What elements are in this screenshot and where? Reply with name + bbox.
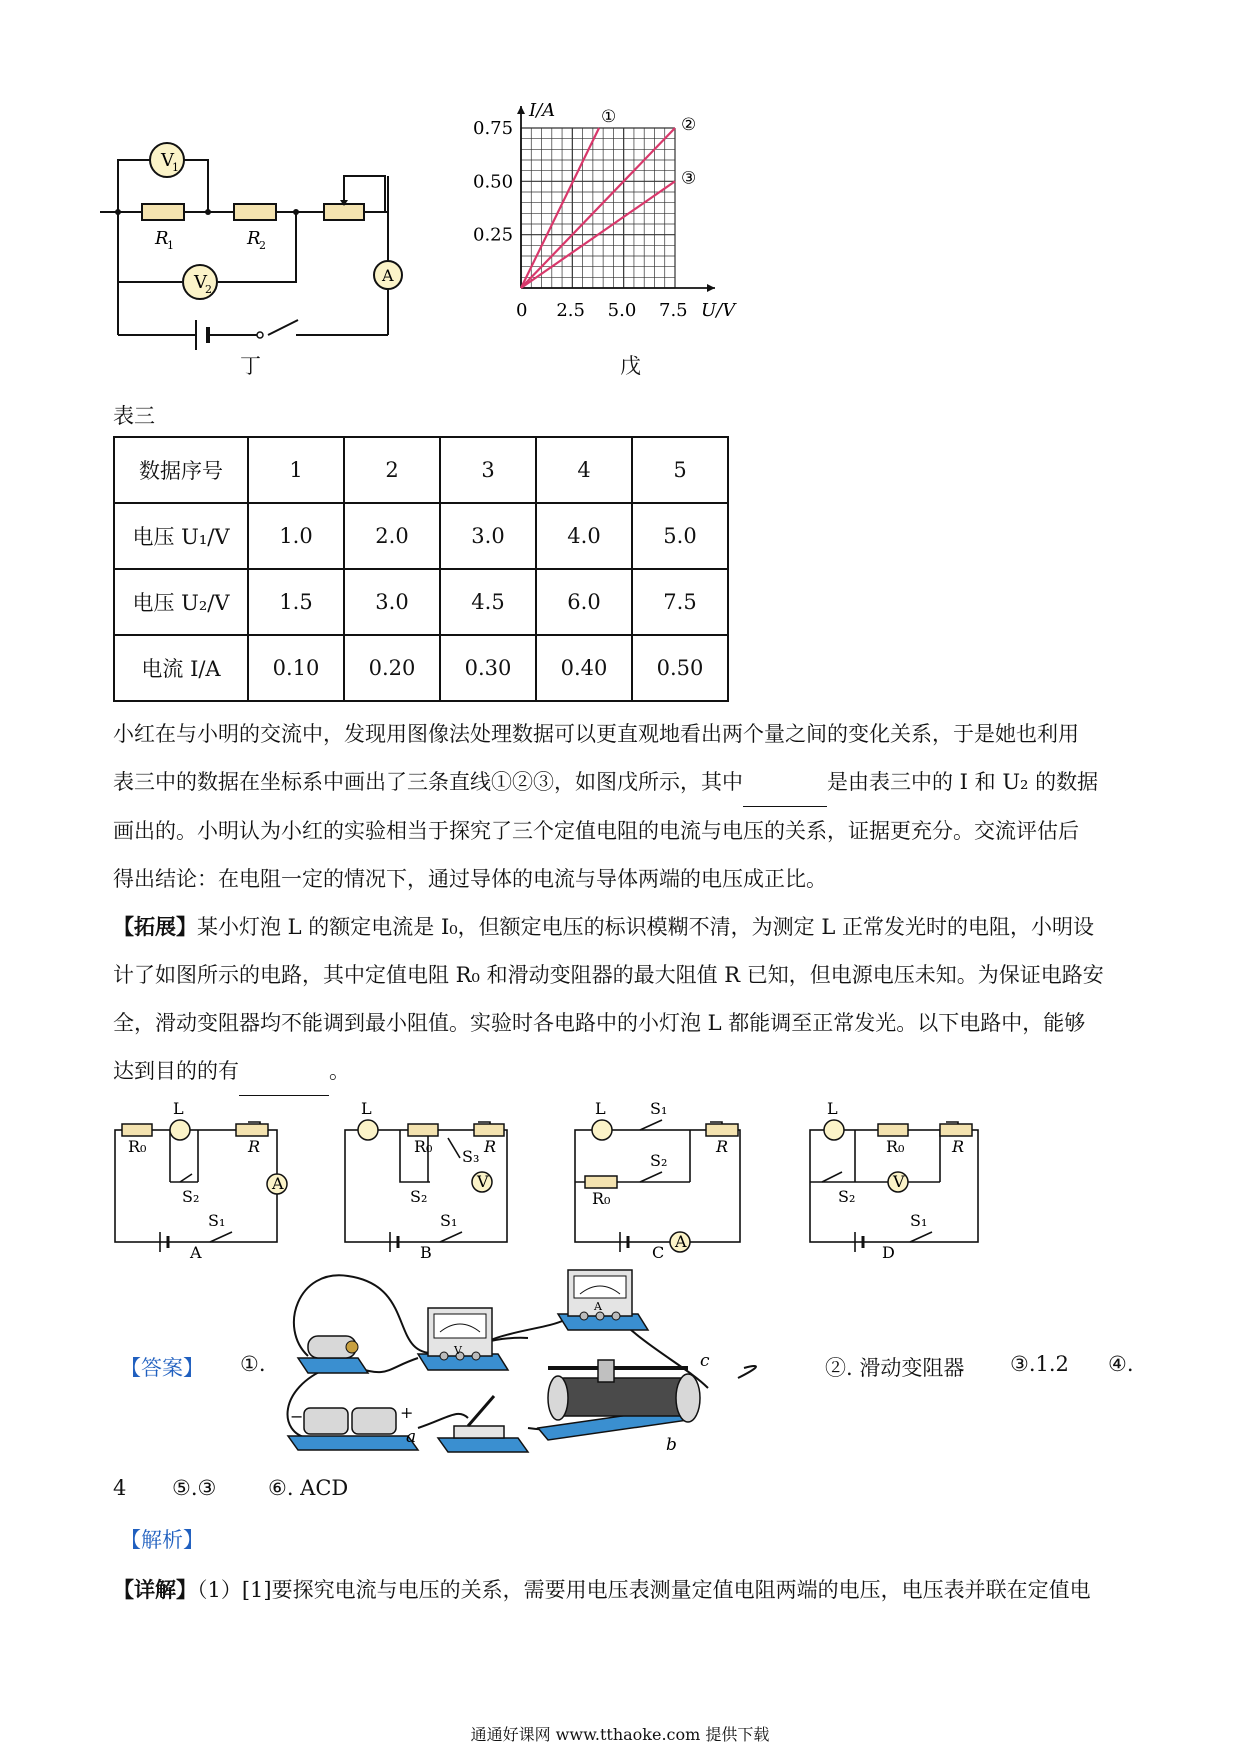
svg-text:S₂: S₂ (650, 1151, 668, 1170)
detail-tag: 【详解】 (113, 1577, 197, 1602)
svg-text:V: V (477, 1172, 489, 1191)
svg-text:V: V (454, 1344, 462, 1357)
answer-tag: 【答案】 (120, 1356, 204, 1380)
detail-line (113, 1574, 1133, 1604)
table-row-label: 电压 U₂/V (114, 569, 248, 635)
svg-text:R₀: R₀ (414, 1137, 433, 1156)
svg-text:S₁: S₁ (208, 1211, 226, 1230)
answer-item-6: ⑥. ACD (268, 1476, 349, 1500)
answer-item-2: ②. 滑动变阻器 (825, 1356, 965, 1380)
table-row (114, 635, 728, 701)
lamp-icon (170, 1120, 190, 1140)
svg-text:A: A (382, 266, 394, 285)
svg-text:A: A (675, 1232, 687, 1251)
table-cell: 4.5 (440, 569, 536, 635)
question-text (113, 710, 1133, 1096)
table-cell: 4.0 (536, 503, 632, 569)
svg-text:A: A (190, 1243, 202, 1262)
y-tick-label: 0.75 (473, 118, 514, 139)
page-footer: 通通好课网 www.tthaoke.com 提供下载 (470, 1725, 770, 1744)
svg-text:B: B (420, 1243, 432, 1262)
svg-text:S₁: S₁ (440, 1211, 458, 1230)
figure-wu-caption: 戊 (620, 354, 641, 378)
svg-text:R₀: R₀ (886, 1137, 905, 1156)
series-line-1 (521, 128, 599, 288)
svg-text:+: + (400, 1403, 414, 1422)
table-cell: 3.0 (440, 503, 536, 569)
table-cell: 0.40 (536, 635, 632, 701)
svg-text:A: A (272, 1174, 284, 1193)
table-cell: 0.50 (632, 635, 728, 701)
x-tick-label: 0 (516, 300, 528, 321)
text-segment: 达到目的的有 (113, 1059, 239, 1083)
x-tick-label: 5.0 (607, 300, 637, 321)
answer-item-5: ⑤.③ (172, 1476, 217, 1500)
text-segment: 。 (329, 1059, 350, 1083)
svg-text:1: 1 (167, 239, 174, 252)
table3-title: 表三 (113, 404, 155, 428)
table-row-label: 电压 U₁/V (114, 503, 248, 569)
text-segment: 某小灯泡 L 的额定电流是 I₀，但额定电压的标识模糊不清，为测定 L 正常发光时的电阻，小明设 (197, 915, 1094, 939)
svg-text:R: R (248, 1137, 261, 1156)
graph-wu (465, 100, 765, 360)
svg-text:−: − (290, 1407, 304, 1426)
resistor-r2 (234, 204, 276, 220)
text-line: 小红在与小明的交流中，发现用图像法处理数据可以更直观地看出两个量之间的变化关系，于是她也利用 (113, 722, 1079, 746)
table-cell: 5.0 (632, 503, 728, 569)
svg-text:L: L (361, 1099, 372, 1118)
answer-item-3: ③.1.2 (1010, 1352, 1069, 1376)
series-line-2 (521, 128, 675, 288)
svg-text:R: R (952, 1137, 965, 1156)
table-cell: 3.0 (344, 569, 440, 635)
svg-text:S₂: S₂ (838, 1187, 856, 1206)
data-table (113, 436, 729, 702)
y-tick-label: 0.50 (473, 171, 514, 193)
series-label: ① (601, 107, 617, 127)
table-cell: 1 (248, 437, 344, 503)
table-cell: 4 (536, 437, 632, 503)
table-cell: 6.0 (536, 569, 632, 635)
svg-text:R₀: R₀ (128, 1137, 147, 1156)
circuit-ding (100, 130, 410, 375)
answer-item-4-value: 4 (113, 1476, 127, 1500)
svg-text:V: V (893, 1172, 905, 1191)
lamp-icon (592, 1120, 612, 1140)
apparatus-picture (268, 1258, 768, 1458)
answer-item-1: ①. (240, 1352, 266, 1376)
text-line (113, 758, 1133, 807)
table-cell: 0.10 (248, 635, 344, 701)
extension-tag: 【拓展】 (113, 914, 197, 939)
text-line (113, 1047, 1133, 1096)
table-cell: 1.5 (248, 569, 344, 635)
svg-text:a: a (406, 1427, 417, 1447)
table-cell: 5 (632, 437, 728, 503)
table-cell: 2 (344, 437, 440, 503)
answer-blank[interactable] (743, 758, 827, 807)
text-segment: 是由表三中的 I 和 U₂ 的数据 (827, 770, 1099, 794)
answer-item-4: ④. (1108, 1352, 1134, 1376)
series-label: ③ (681, 168, 697, 189)
table-cell: 2.0 (344, 503, 440, 569)
circuit-options (110, 1100, 990, 1260)
table-row (114, 569, 728, 635)
answer-blank[interactable] (239, 1047, 329, 1096)
y-axis-arrow (517, 106, 525, 114)
svg-text:b: b (666, 1435, 677, 1455)
circuit-options-diagram (110, 1100, 990, 1260)
svg-text:V: V (161, 150, 174, 171)
series-label: ② (681, 115, 697, 135)
y-tick-label: 0.25 (473, 224, 514, 246)
y-axis-label: I/A (529, 100, 556, 121)
table-cell: 3 (440, 437, 536, 503)
x-tick-label: 2.5 (556, 300, 585, 321)
svg-text:c: c (700, 1351, 710, 1371)
x-axis-label: U/V (701, 300, 736, 321)
table-cell: 0.20 (344, 635, 440, 701)
analysis-tag: 【解析】 (120, 1528, 204, 1552)
svg-text:2: 2 (205, 283, 212, 296)
svg-text:S₃: S₃ (462, 1147, 480, 1166)
svg-text:D: D (882, 1243, 895, 1262)
svg-text:L: L (595, 1099, 606, 1118)
lamp-icon (358, 1120, 378, 1140)
table-cell: 数据序号 (114, 437, 248, 503)
svg-text:V: V (194, 272, 207, 293)
svg-text:L: L (173, 1099, 184, 1118)
x-tick-label: 7.5 (659, 300, 688, 321)
svg-text:S₂: S₂ (410, 1187, 428, 1206)
svg-text:R: R (716, 1137, 729, 1156)
apparatus-drawing (268, 1258, 768, 1458)
table-row (114, 437, 728, 503)
text-line (113, 903, 1133, 951)
resistor-r1 (142, 204, 184, 220)
text-line: 全，滑动变阻器均不能调到最小阻值。实验时各电路中的小灯泡 L 都能调至正常发光。以下电路中，能够 (113, 1011, 1086, 1035)
table-cell: 7.5 (632, 569, 728, 635)
rheostat (324, 204, 364, 220)
circuit-ding-diagram (100, 130, 410, 375)
table-cell: 1.0 (248, 503, 344, 569)
svg-text:R: R (155, 228, 169, 249)
text-line: 画出的。小明认为小红的实验相当于探究了三个定值电阻的电流与电压的关系，证据更充分。交流评估后 (113, 819, 1079, 843)
svg-text:R₀: R₀ (592, 1189, 611, 1208)
figure-ding-caption: 丁 (240, 354, 261, 378)
table-row-label: 电流 I/A (114, 635, 248, 701)
table-cell: 0.30 (440, 635, 536, 701)
iu-graph (465, 100, 765, 360)
text-line: 得出结论：在电阻一定的情况下，通过导体的电流与导体两端的电压成正比。 (113, 867, 827, 891)
x-axis-arrow (707, 284, 715, 292)
svg-text:2: 2 (259, 239, 266, 252)
text-line: 计了如图所示的电路，其中定值电阻 R₀ 和滑动变阻器的最大阻值 R 已知，但电源电压未知。为保证电路安 (113, 963, 1104, 987)
svg-text:S₁: S₁ (650, 1099, 668, 1118)
lamp-icon (824, 1120, 844, 1140)
text-segment: 表三中的数据在坐标系中画出了三条直线①②③，如图戊所示，其中 (113, 770, 743, 794)
svg-text:L: L (827, 1099, 838, 1118)
svg-text:R: R (247, 228, 261, 249)
svg-text:S₁: S₁ (910, 1211, 928, 1230)
table-row (114, 503, 728, 569)
svg-text:R: R (484, 1137, 497, 1156)
svg-text:1: 1 (172, 161, 179, 174)
svg-text:A: A (594, 1300, 602, 1313)
svg-text:S₂: S₂ (182, 1187, 200, 1206)
svg-text:C: C (652, 1243, 665, 1262)
detail-text: （1）[1]要探究电流与电压的关系，需要用电压表测量定值电阻两端的电压，电压表并联在定值电 (197, 1578, 1091, 1602)
